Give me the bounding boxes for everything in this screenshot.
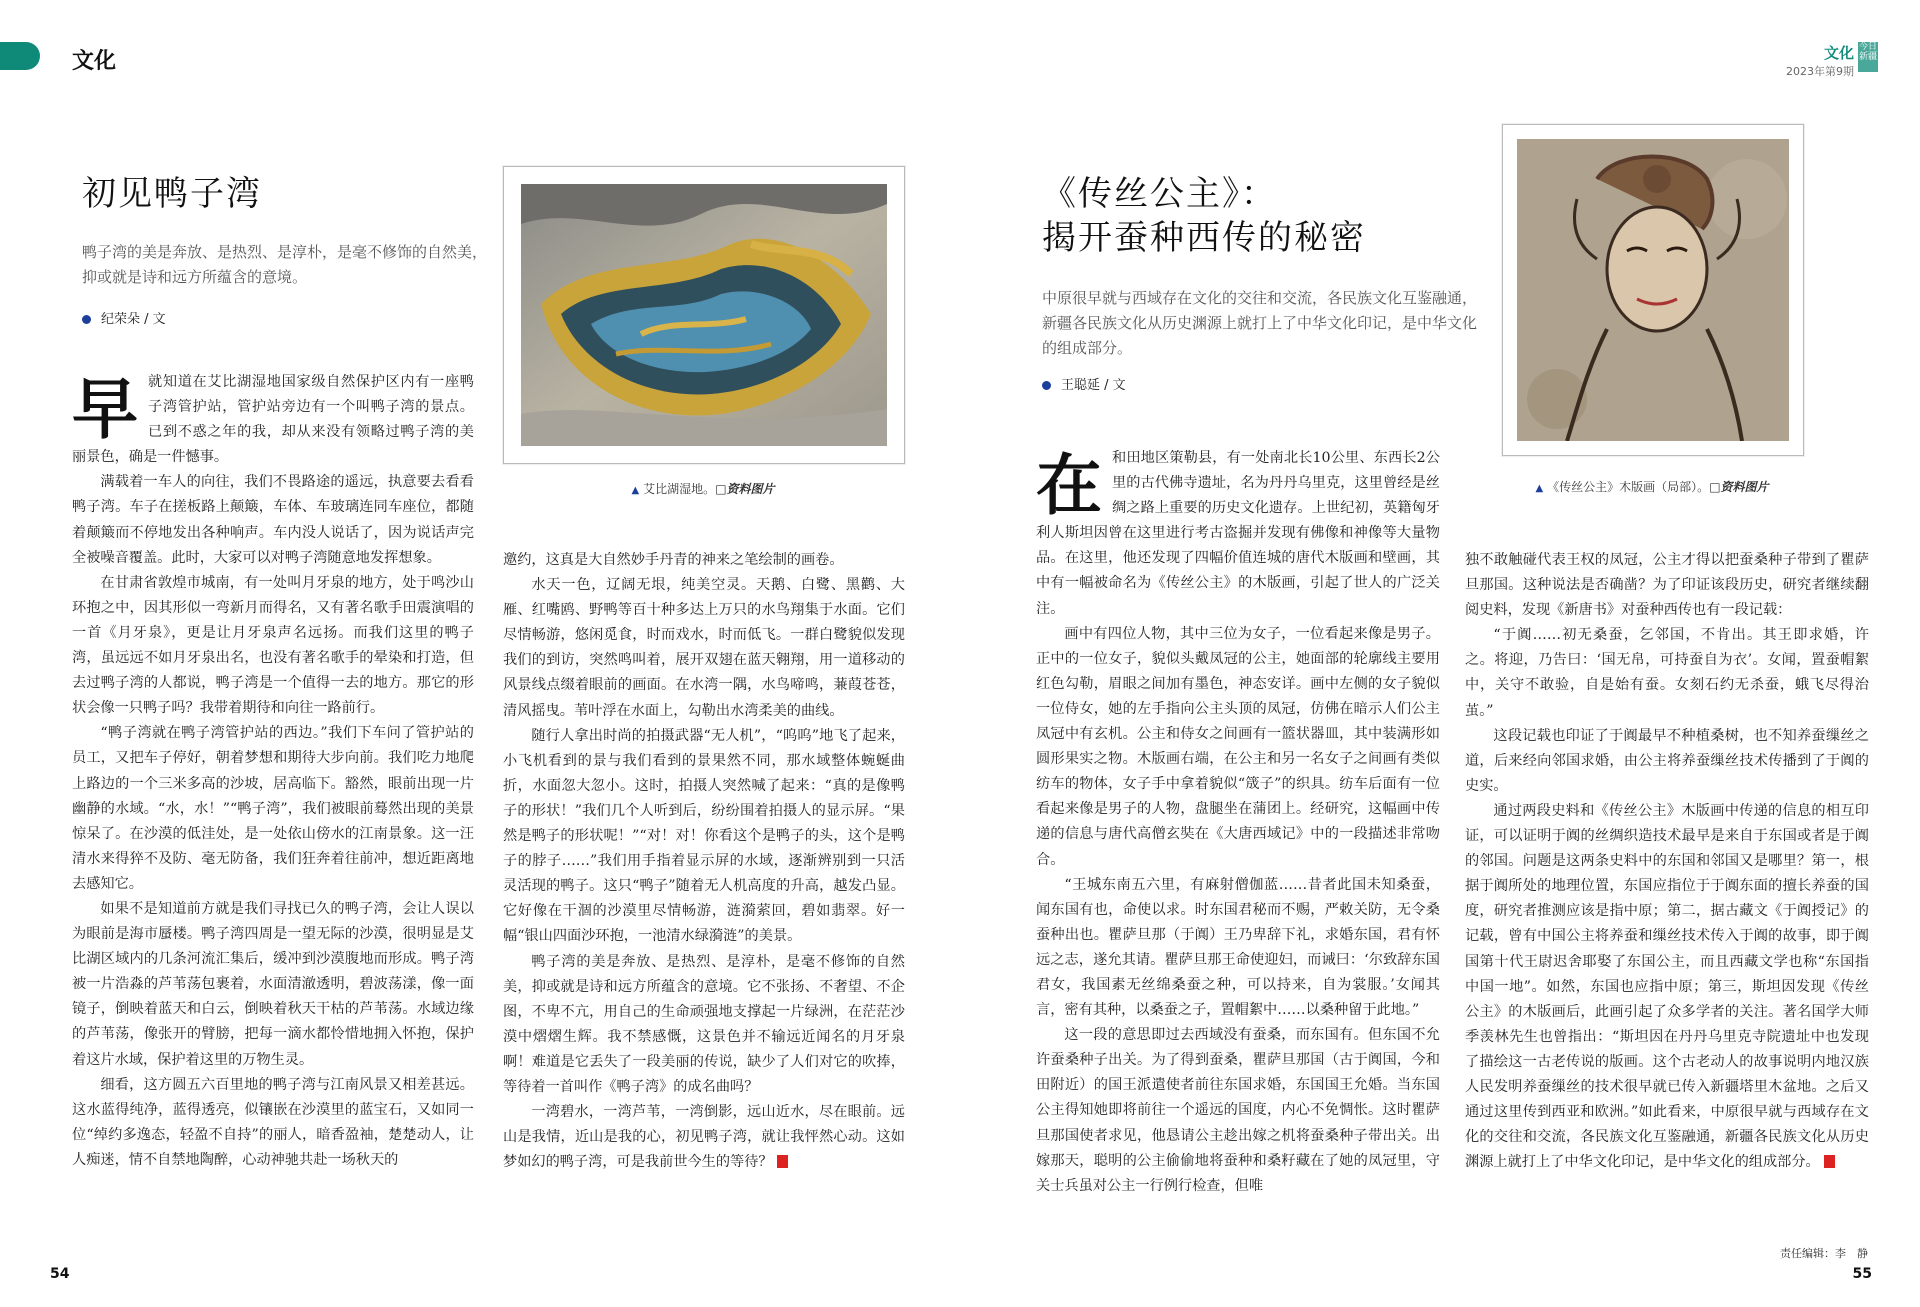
paragraph bbox=[503, 1100, 905, 1175]
section-label-left: 文化 bbox=[72, 49, 117, 74]
dropcap-left: 早 bbox=[72, 370, 138, 448]
paragraph: 独不敢触碰代表王权的凤冠，公主才得以把蚕桑种子带到了瞿萨旦那国。这种说法是否确凿？为了印证该段历史，研究者继续翻阅史料，发现《新唐书》对蚕种西传也有一段记载： bbox=[1465, 552, 1869, 619]
paragraph-text: 通过两段史料和《传丝公主》木版画中传递的信息的相互印证，可以证明于阗的丝绸织造技术最早是来自于东国或者是于阗的邻国。问题是这两条史料中的东国和邻国又是哪里？第一，根据于阗所处的地理位置，东国应指位于于阗东面的擅长养蚕的国度，研究者推测应该是指中原；第二，据古藏文《于阗授记》的记载，曾有中国公主将养蚕和缫丝技术传入于阗的故事，即于阗国第十代王尉迟舍耶娶了东国公主，而且西藏文学也称“东国指中国一地”。如然，东国也应指中原；第三，斯坦因发现《传丝公主》的木版画后，此画引起了众多学者的关注。著名国学大师季羡林先生也曾指出：“斯坦因在丹丹乌里克寺院遗址中也发现了描绘这一古老传说的版画。这个古老动人的故事说明内地汉族人民发明养蚕缫丝的技术很早就已传入新疆塔里木盆地。之后又通过这里传到西亚和欧洲。”如此看来，中原很早就与西域存在文化的交往和交流，各民族文化互鉴融通，新疆各民族文化从历史渊源上就打上了中华文化印记，是中华文化的组成部分。 bbox=[1465, 802, 1869, 1171]
author-right bbox=[1042, 374, 1126, 393]
article-title-left: 初见鸭子湾 bbox=[82, 174, 262, 214]
bullet-icon bbox=[1042, 381, 1051, 390]
article-title-right-1: 《传丝公主》： bbox=[1042, 174, 1277, 214]
photo-frame-wetland bbox=[503, 166, 905, 464]
article-column-3 bbox=[1036, 446, 1440, 1258]
caption-triangle-icon: ▲ bbox=[1535, 483, 1544, 494]
header-right bbox=[1786, 42, 1878, 79]
caption-triangle-icon: ▲ bbox=[631, 485, 640, 496]
paragraph: 邀约，这真是大自然妙手丹青的神来之笔绘制的画卷。 bbox=[503, 552, 844, 568]
paragraph: 随行人拿出时尚的拍摄武器“无人机”，“呜呜”地飞了起来，小飞机看到的景与我们看到的景果然不同，那水域整体蜿蜒曲折，水面忽大忽小。这时，拍摄人突然喊了起来：“真的是像鸭子的形状！”我们几个人听到后，纷纷围着拍摄人的显示屏。“果然是鸭子的形状呢！”“对！对！你看这个是鸭子的头，这个是鸭子的脖子……”我们用手指着显示屏的水域，逐渐辨别到一只活灵活现的鸭子。这只“鸭子”随着无人机高度的升高，越发凸显。它好像在干涸的沙漠里尽情畅游，涟漪萦回，碧如翡翠。好一幅“银山四面沙环抱，一池清水绿漪涟”的美景。 bbox=[503, 727, 905, 945]
paragraph: “鸭子湾就在鸭子湾管护站的西边。”我们下车问了管护站的员工，又把车子停好，朝着梦想和期待大步向前。我们吃力地爬上路边的一个三米多高的沙坡，居高临下。豁然，眼前出现一片幽静的水域。“水，水！”“鸭子湾”，我们被眼前蓦然出现的美景惊呆了。在沙漠的低洼处，是一处依山傍水的江南景象。这一汪清水来得猝不及防、毫无防备，我们狂奔着往前冲，想近距离地去感知它。 bbox=[72, 725, 474, 892]
bullet-icon bbox=[82, 315, 91, 324]
photo-caption-right bbox=[1502, 478, 1802, 495]
caption-credit-left: □资料图片 bbox=[715, 482, 775, 496]
paragraph: 水天一色，辽阔无垠，纯美空灵。天鹅、白鹭、黑鹳、大雁、红嘴鸥、野鸭等百十种多达上万只的水鸟翔集于水面。它们尽情畅游，悠闲觅食，时而戏水，时而低飞。一群白鹭貌似发现我们的到访，突然鸣叫着，展开双翅在蓝天翱翔，用一道移动的风景线点缀着眼前的画面。在水湾一隅，水鸟啼鸣，蒹葭苍苍，清风摇曳。苇叶浮在水面上，勾勒出水湾柔美的曲线。 bbox=[503, 577, 905, 719]
wetland-aerial-photo bbox=[521, 184, 887, 446]
article-lead-left: 鸭子湾的美是奔放、是热烈、是淳朴，是毫不修饰的自然美，抑或就是诗和远方所蕴含的意境。 bbox=[82, 243, 488, 286]
paragraph: 和田地区策勒县，有一处南北长10公里、东西长2公里的古代佛寺遗址，名为丹丹乌里克，这里曾经是丝绸之路上重要的历史文化遗存。上世纪初，英籍匈牙利人斯坦因曾在这里进行考古盗掘并发现有佛像和神像等大量物品。在这里，他还发现了四幅价值连城的唐代木版画和壁画，其中有一幅被命名为《传丝公主》的木版画，引起了世人的广泛关注。 bbox=[1036, 450, 1440, 617]
caption-text-right: 《传丝公主》木版画（局部）。 bbox=[1547, 480, 1710, 494]
paragraph: 鸭子湾的美是奔放、是热烈、是淳朴，是毫不修饰的自然美，抑或就是诗和远方所蕴含的意境。它不张扬、不奢望、不企图，不卑不亢，用自己的生命顽强地支撑起一片绿洲，在茫茫沙漠中熠熠生辉。我不禁感慨，这景色并不输远近闻名的月牙泉啊！难道是它丢失了一段美丽的传说，缺少了人们对它的吹捧，等待着一首叫作《鸭子湾》的成名曲吗？ bbox=[503, 953, 905, 1095]
page-number-right: 55 bbox=[1852, 1266, 1872, 1282]
paragraph: 细看，这方圆五六百里地的鸭子湾与江南风景又相差甚远。这水蓝得纯净，蓝得透亮，似镶嵌在沙漠里的蓝宝石，又如同一位“绰约多逸态，轻盈不自持”的丽人，暗香盈袖，楚楚动人，让人痴迷，情不自禁地陶醉，心动神驰共赴一场秋天的 bbox=[72, 1076, 474, 1168]
paragraph-text: 一湾碧水，一湾芦苇，一湾倒影，远山近水，尽在眼前。远山是我情，近山是我的心，初见鸭子湾，就让我怦然心动。这如梦如幻的鸭子湾，可是我前世今生的等待？ bbox=[503, 1104, 905, 1171]
article-lead-right: 中原很早就与西域存在文化的交往和交流，各民族文化互鉴融通，新疆各民族文化从历史渊源上就打上了中华文化印记，是中华文化的组成部分。 bbox=[1042, 289, 1478, 357]
issue-label: 2023年第9期 bbox=[1786, 65, 1854, 78]
section-tab-marker bbox=[0, 42, 40, 70]
paragraph: 如果不是知道前方就是我们寻找已久的鸭子湾，会让人误以为眼前是海市蜃楼。鸭子湾四周是一望无际的沙漠，很明显是艾比湖区域内的几条河流汇集后，缓冲到沙漠腹地而形成。鸭子湾被一片浩淼的芦苇荡包裹着，水面清澈透明，碧波荡漾，像一面镜子，倒映着蓝天和白云，倒映着秋天干枯的芦苇荡。水域边缘的芦苇荡，像张开的臂膀，把每一滴水都怜惜地拥入怀抱，保护着这片水域，保护着这里的万物生灵。 bbox=[72, 900, 474, 1068]
end-mark-icon bbox=[1824, 1155, 1835, 1168]
caption-credit-right: □资料图片 bbox=[1709, 480, 1769, 494]
paragraph: “于阗……初无桑蚕，乞邻国，不肯出。其王即求婚，许之。将迎，乃告曰：‘国无帛，可持蚕自为衣’。女闻，置蚕帽絮中，关守不敢验，自是始有蚕。女刻石约无杀蚕，蛾飞尽得治茧。” bbox=[1465, 627, 1869, 719]
article-column-1 bbox=[72, 370, 474, 1255]
article-title-right-2: 揭开蚕种西传的秘密 bbox=[1042, 218, 1366, 258]
author-left bbox=[82, 308, 166, 327]
paragraph: 这段记载也印证了于阗最早不种植桑树，也不知养蚕缫丝之道，后来经向邻国求婚，由公主将养蚕缫丝技术传播到了于阗的史实。 bbox=[1465, 727, 1869, 794]
caption-text-left: 艾比湖湿地。 bbox=[643, 482, 716, 496]
photo-frame-painting bbox=[1502, 124, 1804, 456]
paragraph: 在甘肃省敦煌市城南，有一处叫月牙泉的地方，处于鸣沙山环抱之中，因其形似一弯新月而得名，又有著名歌手田震演唱的一首《月牙泉》，更是让月牙泉声名远扬。而我们这里的鸭子湾，虽远远不如月牙泉出名，也没有著名歌手的晕染和打造，但去过鸭子湾的人都说，鸭子湾是一个值得一去的地方。那它的形状会像一只鸭子吗？我带着期待和向往一路前行。 bbox=[72, 574, 474, 717]
photo-caption-left bbox=[503, 480, 903, 497]
silk-princess-painting bbox=[1517, 139, 1789, 441]
author-name-right: 王聪延 / 文 bbox=[1061, 378, 1126, 393]
article-column-2 bbox=[503, 548, 905, 1258]
article-column-4 bbox=[1465, 548, 1869, 1258]
end-mark-icon bbox=[777, 1155, 788, 1168]
paragraph: 就知道在艾比湖湿地国家级自然保护区内有一座鸭子湾管护站，管护站旁边有一个叫鸭子湾的景点。已到不惑之年的我，却从来没有领略过鸭子湾的美丽景色，确是一件憾事。 bbox=[72, 374, 474, 466]
paragraph: 满载着一车人的向往，我们不畏路途的遥远，执意要去看看鸭子湾。车子在搓板路上颠簸，车体、车玻璃连同车座位，都随着颠簸而不停地发出各种响声。车内没人说话了，因为说话声完全被噪音覆盖。此时，大家可以对鸭子湾随意地发挥想象。 bbox=[72, 474, 474, 566]
editor-credit: 责任编辑：李 静 bbox=[1780, 1247, 1868, 1260]
paragraph: 这一段的意思即过去西域没有蚕桑，而东国有。但东国不允许蚕桑种子出关。为了得到蚕桑，瞿萨旦那国（古于阗国，今和田附近）的国王派遣使者前往东国求婚，东国国王允婚。当东国公主得知她即将前往一个遥远的国度，内心不免惆怅。这时瞿萨旦那国使者求见，他恳请公主趁出嫁之机将蚕桑种子带出关。出嫁那天，聪明的公主偷偷地将蚕种和桑籽藏在了她的凤冠里，守关士兵虽对公主一行例行检查，但唯 bbox=[1036, 1027, 1440, 1194]
author-name-left: 纪荣朵 / 文 bbox=[101, 312, 166, 327]
section-label-right: 文化 bbox=[1823, 44, 1854, 62]
magazine-badge: 今日新疆 bbox=[1858, 42, 1878, 72]
page-number-left: 54 bbox=[50, 1266, 70, 1282]
dropcap-right: 在 bbox=[1036, 446, 1102, 524]
paragraph: 画中有四位人物，其中三位为女子，一位看起来像是男子。正中的一位女子，貌似头戴凤冠的公主，她面部的轮廓线主要用红色勾勒，眉眼之间加有墨色，神态安详。画中左侧的女子貌似一位侍女，她的左手指向公主头顶的凤冠，仿佛在暗示人们公主凤冠中有玄机。公主和侍女之间画有一篮状器皿，其中装满形如圆形果实之物。木版画右端，在公主和另一名女子之间画有类似纺车的物体，女子手中拿着貌似“筬子”的织具。纺车后面有一位看起来像是男子的人物，盘腿坐在蒲团上。经研究，这幅画中传递的信息与唐代高僧玄奘在《大唐西域记》中的一段描述非常吻合。 bbox=[1036, 625, 1440, 868]
paragraph bbox=[1465, 799, 1869, 1175]
paragraph: “王城东南五六里，有麻射僧伽蓝……昔者此国未知桑蚕，闻东国有也，命使以求。时东国君秘而不赐，严敕关防，无令桑蚕种出也。瞿萨旦那（于阗）王乃卑辞下礼，求婚东国，君有怀远之志，遂允其请。瞿萨旦那王命使迎妇，而诫曰：‘尔致辞东国君女，我国素无丝绵桑蚕之种，可以持来，自为裳服。’女闻其言，密有其种，以桑蚕之子，置帽絮中……以桑种留于此地。” bbox=[1036, 876, 1440, 1019]
